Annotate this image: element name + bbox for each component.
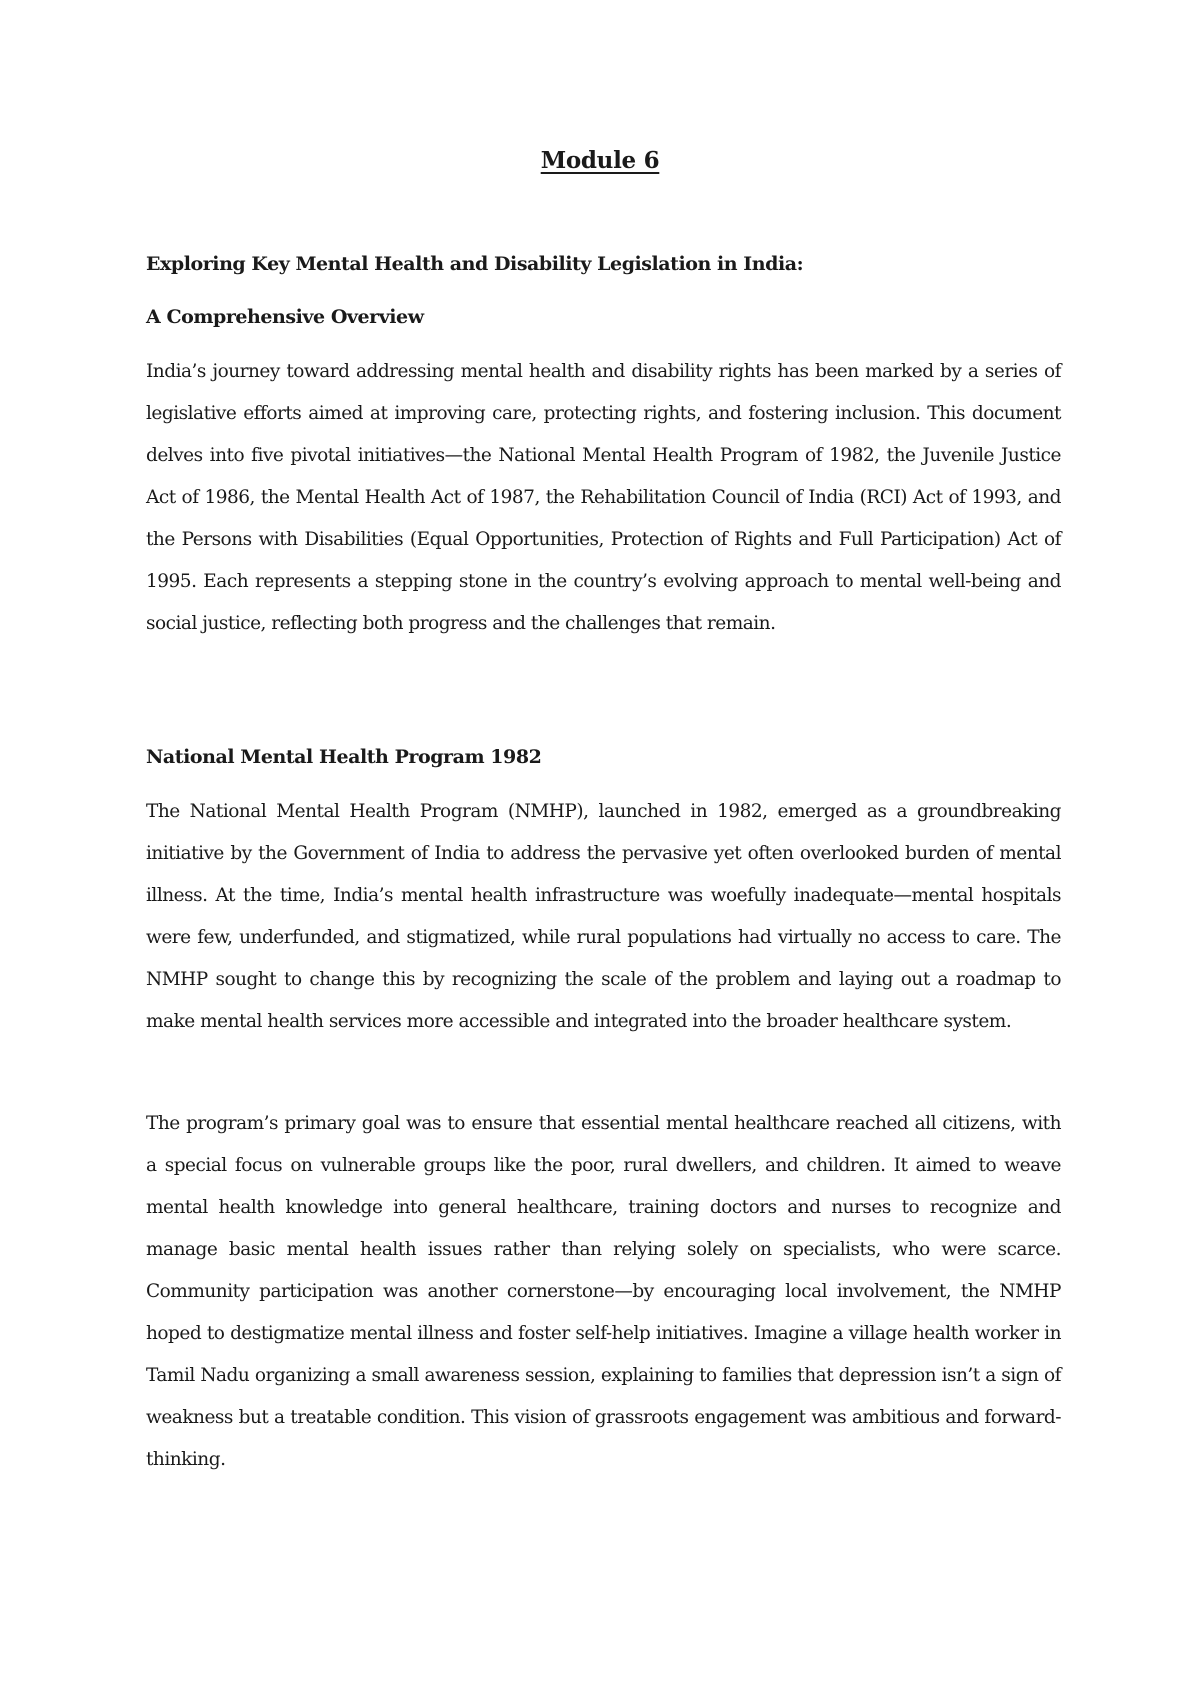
sub-heading: A Comprehensive Overview (146, 306, 424, 328)
section-paragraph-1: The National Mental Health Program (NMHP), launched in 1982, emerged as a groundbreaking initiative by the Government of India to address the pervasive yet often overlooked burden of mental illness. At the time, India’s mental health infrastructure was woefully inadequate—mental hospitals were few, underfunded, and stigmatized, while rural populations had virtually no access to care. The NMHP sought to change this by recognizing the scale of the problem and laying out a roadmap to make mental health services more accessible and integrated into the broader healthcare system. (146, 801, 1061, 1032)
section-heading: National Mental Health Program 1982 (146, 746, 542, 768)
main-heading: Exploring Key Mental Health and Disability Legislation in India: (146, 253, 804, 275)
section-body-1 (146, 791, 1061, 1043)
section-body-2 (146, 1103, 1061, 1481)
section-paragraph-2: The program’s primary goal was to ensure that essential mental healthcare reached all citizens, with a special focus on vulnerable groups like the poor, rural dwellers, and children. It aimed to weave mental health knowledge into general healthcare, training doctors and nurses to recognize and manage basic mental health issues rather than relying solely on specialists, who were scarce. Community participation was another cornerstone—by encouraging local involvement, the NMHP hoped to destigmatize mental illness and foster self-help initiatives. Imagine a village health worker in Tamil Nadu organizing a small awareness session, explaining to families that depression isn’t a sign of weakness but a treatable condition. This vision of grassroots engagement was ambitious and forward-thinking. (146, 1113, 1061, 1470)
intro-section (146, 351, 1061, 645)
module-title: Module 6 (540, 147, 660, 174)
intro-paragraph: India’s journey toward addressing mental health and disability rights has been marked by a series of legislative efforts aimed at improving care, protecting rights, and fostering inclusion. This document delves into five pivotal initiatives—the National Mental Health Program of 1982, the Juvenile Justice Act of 1986, the Mental Health Act of 1987, the Rehabilitation Council of India (RCI) Act of 1993, and the Persons with Disabilities (Equal Opportunities, Protection of Rights and Full Participation) Act of 1995. Each represents a stepping stone in the country’s evolving approach to mental well-being and social justice, reflecting both progress and the challenges that remain. (146, 361, 1061, 634)
